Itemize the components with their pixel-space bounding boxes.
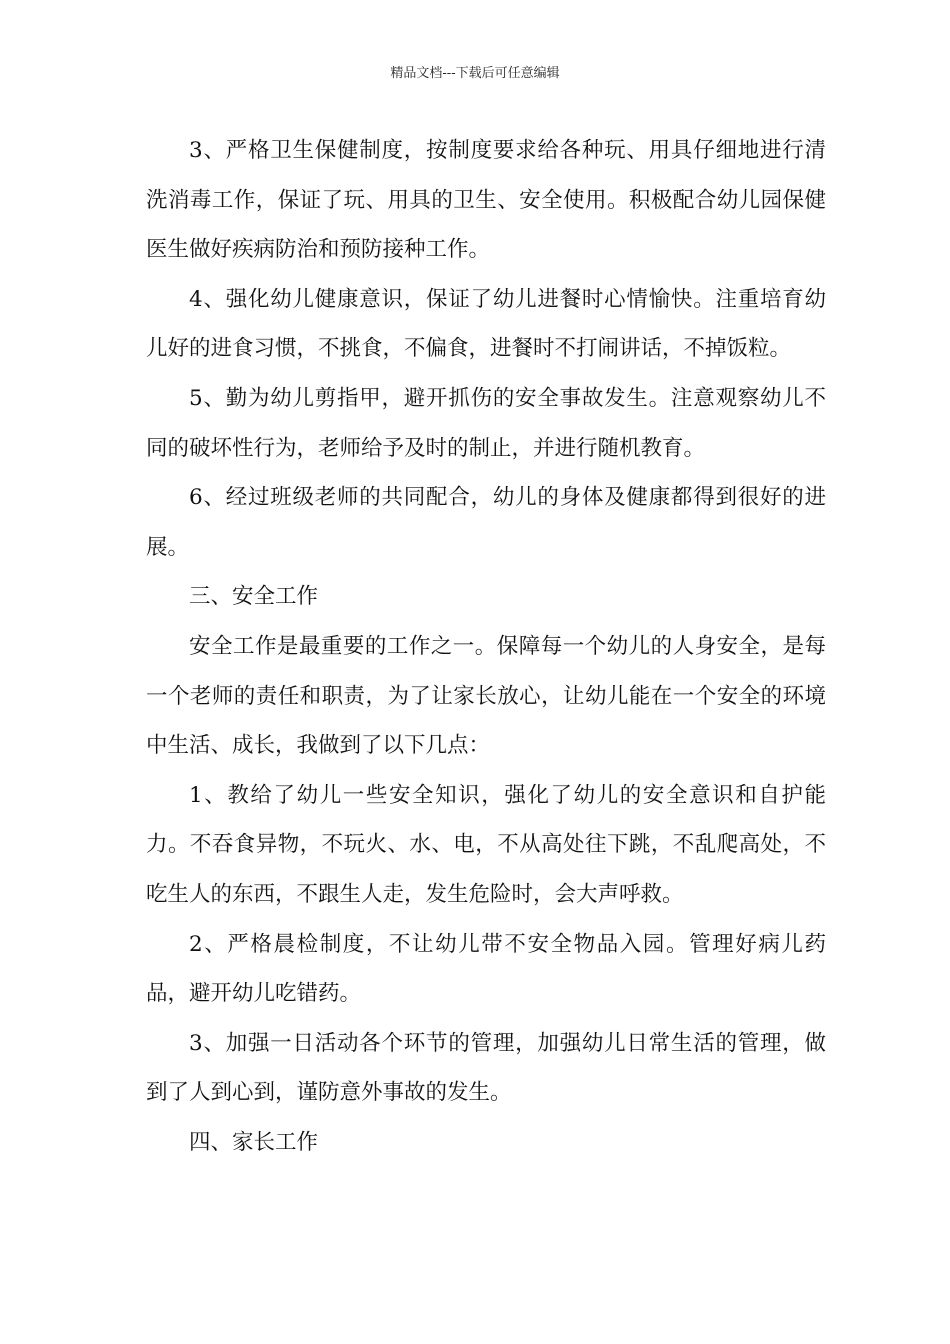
page-header: 精品文档---下载后可任意编辑 [390, 66, 560, 81]
paragraph-safety-knowledge: 1、教给了幼儿一些安全知识，强化了幼儿的安全意识和自护能力。不吞食异物，不玩火、水、电，不从高处往下跳，不乱爬高处，不吃生人的东西，不跟生人走，发生危险时，会大声呼救。 [146, 782, 826, 907]
paragraph-safety-intro: 安全工作是最重要的工作之一。保障每一个幼儿的人身安全，是每一个老师的责任和职责，为了让家长放心，让幼儿能在一个安全的环境中生活、成长，我做到了以下几点： [146, 633, 826, 759]
section-heading-safety: 三、安全工作 [189, 584, 319, 610]
paragraph-teacher-cooperation: 6、经过班级老师的共同配合，幼儿的身体及健康都得到很好的进展。 [146, 485, 826, 560]
paragraph-health-awareness: 4、强化幼儿健康意识，保证了幼儿进餐时心情愉快。注重培育幼儿好的进食习惯，不挑食，不偏食，进餐时不打闹讲话，不掉饭粒。 [146, 286, 826, 362]
section-heading-parents: 四、家长工作 [189, 1129, 319, 1155]
paragraph-morning-check: 2、严格晨检制度，不让幼儿带不安全物品入园。管理好病儿药品，避开幼儿吃错药。 [146, 931, 826, 1007]
document-body [146, 126, 826, 1167]
paragraph-nail-trimming: 5、勤为幼儿剪指甲，避开抓伤的安全事故发生。注意观察幼儿不同的破坏性行为，老师给予及时的制止，并进行随机教育。 [146, 385, 826, 461]
paragraph-hygiene-disinfection: 3、严格卫生保健制度，按制度要求给各种玩、用具仔细地进行清洗消毒工作，保证了玩、用具的卫生、安全使用。积极配合幼儿园保健医生做好疾病防治和预防接种工作。 [146, 138, 826, 263]
paragraph-daily-management: 3、加强一日活动各个环节的管理，加强幼儿日常生活的管理，做到了人到心到，谨防意外事故的发生。 [146, 1030, 826, 1106]
